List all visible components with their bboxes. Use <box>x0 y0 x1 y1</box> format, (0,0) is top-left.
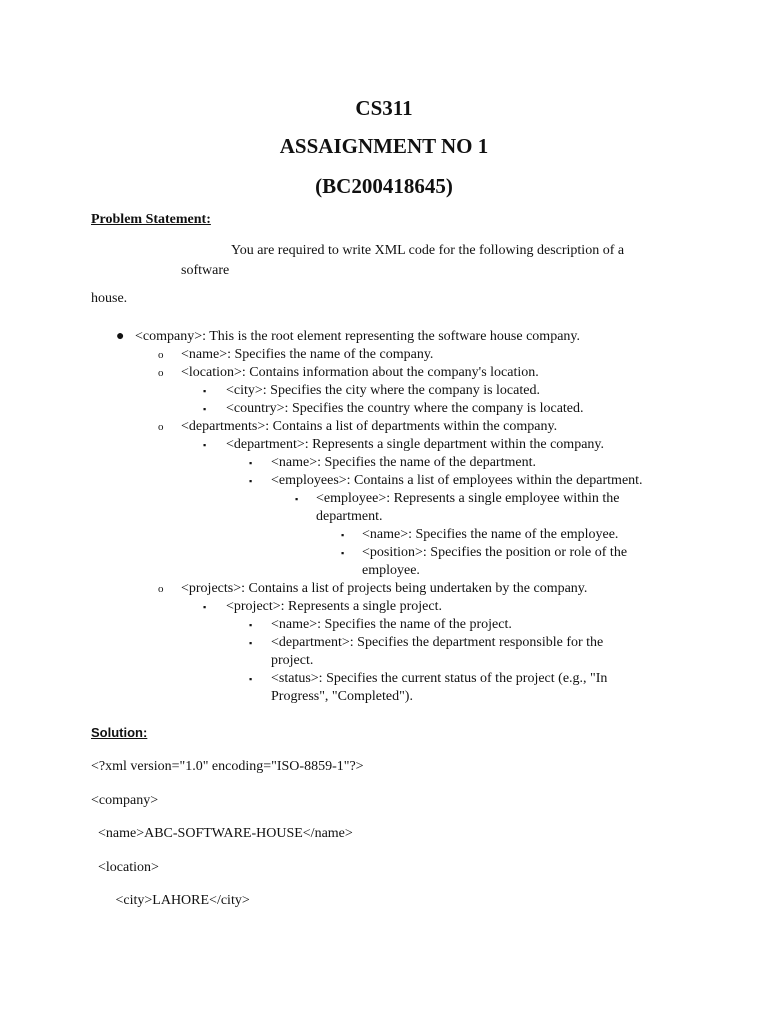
problem-statement-heading: Problem Statement: <box>91 212 211 227</box>
assignment-title: ASSAIGNMENT NO 1 <box>279 134 489 158</box>
bullet-marker: ▪ <box>249 620 253 630</box>
outline-item-text: <name>: Specifies the name of the employee. <box>362 527 619 542</box>
problem-intro-line-1: You are required to write XML code for the following description of a <box>231 243 625 258</box>
bullet-marker: ▪ <box>203 602 207 612</box>
bullet-marker: ▪ <box>249 674 253 684</box>
code-line: <city>LAHORE</city> <box>91 893 250 908</box>
bullet-marker: ▪ <box>203 404 207 414</box>
outline-item-text: <name>: Specifies the name of the department. <box>271 455 536 470</box>
problem-intro-line-2: software <box>181 263 230 278</box>
outline-item-text: <name>: Specifies the name of the project. <box>271 617 512 632</box>
outline-item-text: <name>: Specifies the name of the company. <box>181 347 434 362</box>
student-id: (BC200418645) <box>315 174 453 198</box>
outline-item-text: <projects>: Contains a list of projects being undertaken by the company. <box>181 581 588 596</box>
outline-item-text: <employee>: Represents a single employee within the <box>316 491 620 506</box>
outline-item-text: department. <box>316 509 383 524</box>
outline-item-text: <project>: Represents a single project. <box>226 599 443 614</box>
code-line: <name>ABC-SOFTWARE-HOUSE</name> <box>91 826 353 841</box>
code-line: <location> <box>91 860 159 875</box>
outline-item-text: <department>: Represents a single department within the company. <box>226 437 604 452</box>
bullet-marker: ▪ <box>249 458 253 468</box>
outline-item-text: <departments>: Contains a list of departments within the company. <box>181 419 558 434</box>
outline-item-text: <location>: Contains information about the company's location. <box>181 365 539 380</box>
code-line: <company> <box>91 793 159 808</box>
outline-item-text: <city>: Specifies the city where the company is located. <box>226 383 540 398</box>
bullet-marker: ▪ <box>249 638 253 648</box>
outline-item-text: Progress", "Completed"). <box>271 689 413 704</box>
bullet-marker: o <box>158 421 164 433</box>
bullet-marker: ▪ <box>249 476 253 486</box>
bullet-marker: o <box>158 349 164 361</box>
outline-item-text: <employees>: Contains a list of employees within the department. <box>271 473 643 488</box>
outline-item-text: <department>: Specifies the department responsible for the <box>271 635 604 650</box>
outline-item-text: <company>: This is the root element representing the software house company. <box>135 329 581 344</box>
outline-item-text: employee. <box>362 563 420 578</box>
bullet-marker: ▪ <box>341 530 345 540</box>
bullet-marker: o <box>158 367 164 379</box>
code-line: <?xml version="1.0" encoding="ISO-8859-1"?> <box>91 759 364 774</box>
outline-item-text: <status>: Specifies the current status of the project (e.g., "In <box>271 671 608 686</box>
outline-item-text: project. <box>271 653 314 668</box>
bullet-marker: o <box>158 583 164 595</box>
outline-item-text: <position>: Specifies the position or role of the <box>362 545 628 560</box>
bullet-marker: ▪ <box>203 386 207 396</box>
bullet-marker: ▪ <box>295 494 299 504</box>
solution-heading: Solution: <box>91 725 148 740</box>
course-code: CS311 <box>355 96 413 120</box>
bullet-marker: ● <box>116 329 125 344</box>
bullet-marker: ▪ <box>203 440 207 450</box>
bullet-marker: ▪ <box>341 548 345 558</box>
problem-intro-line-3: house. <box>91 291 128 306</box>
outline-item-text: <country>: Specifies the country where the company is located. <box>226 401 584 416</box>
